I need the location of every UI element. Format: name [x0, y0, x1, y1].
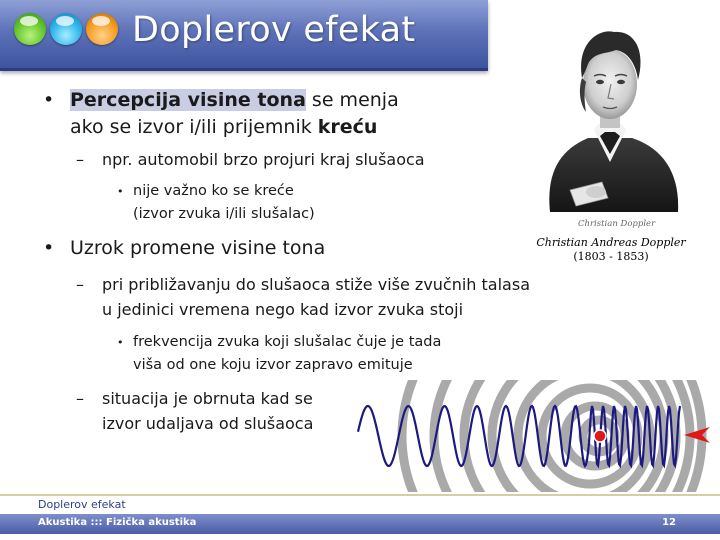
bullet-text: pri približavanju do slušaoca stiže više zvučnih talasa	[102, 275, 530, 294]
portrait-signature: Christian Doppler	[578, 219, 656, 229]
footer-divider	[0, 494, 720, 496]
bullet-marker: •	[117, 185, 124, 198]
portrait-caption	[536, 236, 686, 264]
bullet-perception	[43, 87, 399, 113]
bullet-marker: –	[76, 150, 84, 169]
bullet-text: Uzrok promene visine tona	[70, 237, 326, 259]
sound-source-dot	[594, 430, 606, 442]
bullet-marker: –	[76, 389, 84, 408]
caption-name: Christian Andreas Doppler	[536, 236, 686, 249]
bullet-marker: –	[76, 275, 84, 294]
sub-sub-bullet-who-moves	[117, 180, 294, 203]
bullet-text: ako se izvor i/ili prijemnik	[70, 116, 318, 138]
bullet-text: situacija je obrnuta kad se	[102, 389, 313, 408]
bullet-text: se menja	[305, 89, 399, 111]
bullet-cause	[43, 235, 326, 261]
sub-bullet-approach-line2	[102, 297, 463, 322]
bullet-text: viša od one koju izvor zapravo emituje	[133, 357, 413, 373]
footer-course: Akustika ::: Fizička akustika	[38, 517, 197, 528]
bold-term: kreću	[317, 116, 378, 138]
bullet-text: u jedinici vremena nego kad izvor zvuka stoji	[102, 300, 464, 319]
bullet-text: frekvencija zvuka koji slušalac čuje je tada	[133, 334, 442, 350]
bullet-perception-line2	[70, 114, 377, 140]
footer-bar	[0, 514, 720, 534]
sub-bullet-approach	[76, 272, 530, 297]
sub-sub-bullet-frequency-line2	[133, 354, 413, 377]
bullet-marker: •	[43, 237, 55, 259]
bullet-marker: •	[43, 89, 55, 111]
footer-topic: Doplerov efekat	[38, 498, 126, 511]
highlight-term: Percepcija visine tona	[70, 89, 306, 111]
orange-orb-icon	[86, 13, 118, 45]
blue-orb-icon	[50, 13, 82, 45]
sub-sub-bullet-frequency	[117, 331, 442, 354]
doppler-portrait	[530, 12, 690, 234]
caption-years: (1803 - 1853)	[573, 250, 649, 263]
sub-bullet-receding	[76, 386, 313, 411]
page-number: 12	[662, 517, 676, 528]
sub-sub-bullet-who-moves-line2	[133, 203, 315, 226]
sub-bullet-receding-line2	[102, 411, 313, 436]
bullet-text: nije važno ko se kreće	[133, 183, 294, 199]
bullet-text: (izvor zvuka i/ili slušalac)	[133, 206, 315, 222]
slide-title: Doplerov efekat	[132, 10, 416, 50]
title-bar	[0, 0, 488, 71]
doppler-wave-illustration	[352, 380, 714, 492]
green-orb-icon	[14, 13, 46, 45]
bullet-marker: •	[117, 336, 124, 349]
bullet-text: izvor udaljava od slušaoca	[102, 414, 314, 433]
sub-bullet-example	[76, 147, 425, 172]
bullet-text: npr. automobil brzo projuri kraj slušaoca	[102, 150, 425, 169]
